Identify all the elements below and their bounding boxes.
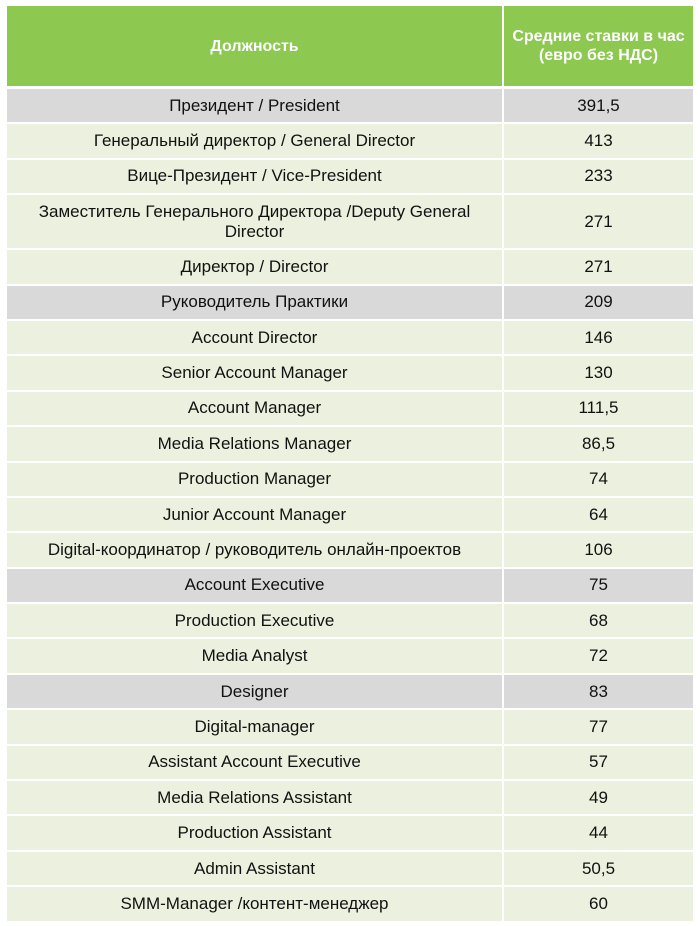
- rate-cell: 130: [503, 355, 693, 390]
- position-cell: Admin Assistant: [7, 851, 503, 886]
- position-cell: Президент / President: [7, 88, 503, 124]
- position-cell: Production Manager: [7, 462, 503, 497]
- rate-cell: 77: [503, 709, 693, 744]
- position-cell: Production Executive: [7, 603, 503, 638]
- rate-cell: 83: [503, 674, 693, 709]
- table-row: [7, 123, 693, 158]
- position-cell: Директор / Director: [7, 249, 503, 284]
- table-row: [7, 194, 693, 249]
- position-cell: Заместитель Генерального Директора /Deputy General Director: [7, 194, 503, 249]
- position-cell: Руководитель Практики: [7, 285, 503, 320]
- table-row: [7, 745, 693, 780]
- rates-table-container: [7, 6, 693, 923]
- position-cell: Account Executive: [7, 568, 503, 603]
- position-cell: Account Director: [7, 320, 503, 355]
- position-cell: Account Manager: [7, 391, 503, 426]
- table-row: [7, 709, 693, 744]
- header-position: Должность: [7, 6, 503, 88]
- position-cell: Designer: [7, 674, 503, 709]
- rate-cell: 75: [503, 568, 693, 603]
- rate-cell: 391,5: [503, 88, 693, 124]
- position-cell: Assistant Account Executive: [7, 745, 503, 780]
- table-row: [7, 568, 693, 603]
- table-row: [7, 780, 693, 815]
- table-row: [7, 532, 693, 567]
- position-cell: Media Relations Manager: [7, 426, 503, 461]
- position-cell: Вице-Президент / Vice-President: [7, 159, 503, 194]
- rate-cell: 57: [503, 745, 693, 780]
- position-cell: Junior Account Manager: [7, 497, 503, 532]
- table-row: [7, 285, 693, 320]
- table-row: [7, 159, 693, 194]
- table-row: [7, 851, 693, 886]
- table-row: [7, 355, 693, 390]
- position-cell: Media Relations Assistant: [7, 780, 503, 815]
- table-row: [7, 88, 693, 124]
- rate-cell: 68: [503, 603, 693, 638]
- table-row: [7, 391, 693, 426]
- position-cell: Digital-координатор / руководитель онлайн-проектов: [7, 532, 503, 567]
- table-row: [7, 497, 693, 532]
- rate-cell: 271: [503, 194, 693, 249]
- table-row: [7, 426, 693, 461]
- rate-cell: 86,5: [503, 426, 693, 461]
- rate-cell: 44: [503, 815, 693, 850]
- table-row: [7, 462, 693, 497]
- rate-cell: 50,5: [503, 851, 693, 886]
- rate-cell: 271: [503, 249, 693, 284]
- rate-cell: 64: [503, 497, 693, 532]
- rate-cell: 49: [503, 780, 693, 815]
- rate-cell: 72: [503, 638, 693, 673]
- rate-cell: 60: [503, 886, 693, 921]
- rate-cell: 106: [503, 532, 693, 567]
- position-cell: Media Analyst: [7, 638, 503, 673]
- table-body: [7, 88, 693, 922]
- rates-table: [7, 6, 693, 923]
- table-row: [7, 815, 693, 850]
- table-row: [7, 638, 693, 673]
- rate-cell: 111,5: [503, 391, 693, 426]
- table-row: [7, 249, 693, 284]
- table-row: [7, 603, 693, 638]
- table-header-row: [7, 6, 693, 88]
- header-rate: Средние ставки в час (евро без НДС): [503, 6, 693, 88]
- rate-cell: 233: [503, 159, 693, 194]
- rate-cell: 413: [503, 123, 693, 158]
- rate-cell: 209: [503, 285, 693, 320]
- position-cell: SMM-Manager /контент-менеджер: [7, 886, 503, 921]
- rate-cell: 74: [503, 462, 693, 497]
- position-cell: Digital-manager: [7, 709, 503, 744]
- table-row: [7, 886, 693, 921]
- table-row: [7, 674, 693, 709]
- table-row: [7, 320, 693, 355]
- rate-cell: 146: [503, 320, 693, 355]
- position-cell: Senior Account Manager: [7, 355, 503, 390]
- position-cell: Production Assistant: [7, 815, 503, 850]
- position-cell: Генеральный директор / General Director: [7, 123, 503, 158]
